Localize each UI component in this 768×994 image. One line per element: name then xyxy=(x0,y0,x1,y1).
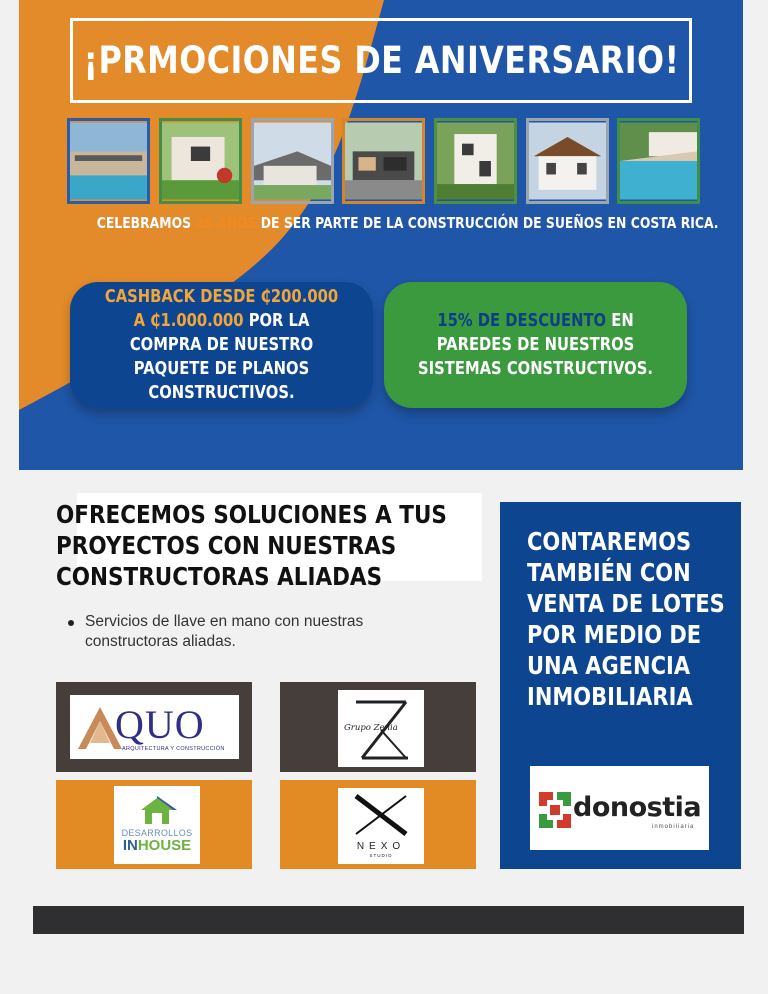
footer-bar xyxy=(33,906,744,934)
discount-highlight: 15% DE DESCUENTO xyxy=(437,310,607,332)
house-photo xyxy=(617,118,700,204)
list-item xyxy=(68,612,448,652)
house-photo xyxy=(434,118,517,204)
cashback-text: POR LA COMPRA DE NUESTRO PAQUETE DE PLANOS CONSTRUCTIVOS. xyxy=(129,310,314,403)
house-photo xyxy=(159,118,242,204)
section-heading-text: OFRECEMOS SOLUCIONES A TUS PROYECTOS CON NUESTRAS CONSTRUCTORAS ALIADAS xyxy=(56,500,447,591)
tagline-highlight: 26 AÑOS xyxy=(195,214,257,232)
nexo-subtitle: STUDIO xyxy=(369,853,393,858)
partner-tile-zenia xyxy=(280,682,476,772)
donostia-name: donostia xyxy=(573,792,702,823)
partner-tile-inhouse xyxy=(56,780,252,869)
donostia-logo xyxy=(530,766,709,850)
nexo-mark-icon xyxy=(352,792,410,838)
zenia-logo xyxy=(338,690,424,767)
lots-panel xyxy=(500,502,741,869)
inhouse-bottom-b: HOUSE xyxy=(137,837,192,854)
service-list xyxy=(68,612,448,652)
nexo-name: NEXO xyxy=(356,841,406,852)
house-photo xyxy=(342,118,425,204)
house-photo xyxy=(251,118,334,204)
page-title: ¡PRMOCIONES DE ANIVERSARIO! xyxy=(83,39,679,82)
discount-text: EN PAREDES DE NUESTROS SISTEMAS CONSTRUCTIVOS. xyxy=(418,310,653,379)
donostia-mark-icon xyxy=(539,792,571,828)
house-icon xyxy=(137,796,177,826)
lots-text xyxy=(527,526,767,712)
house-photo xyxy=(526,118,609,204)
nexo-logo xyxy=(338,788,424,864)
bullet-icon xyxy=(68,620,74,626)
tagline-text: CELEBRAMOS xyxy=(96,214,196,232)
anniversary-tagline xyxy=(19,214,743,232)
discount-promo xyxy=(384,282,687,408)
tagline-text-end: DE SER PARTE DE LA CONSTRUCCIÓN DE SUEÑOS EN COSTA RICA. xyxy=(256,214,719,232)
list-item-text: Servicios de llave en mano con nuestras constructoras aliadas. xyxy=(85,613,364,650)
cashback-promo xyxy=(70,282,373,408)
inhouse-logo xyxy=(114,786,200,864)
inhouse-top: DESARROLLOS xyxy=(121,828,193,838)
quo-subtitle: ARQUITECTURA Y CONSTRUCCIÓN xyxy=(122,746,225,752)
donostia-subtitle: inmobiliaria xyxy=(652,824,695,830)
section-heading xyxy=(56,499,486,592)
quo-name: QUO xyxy=(115,702,205,747)
partner-tile-quo xyxy=(56,682,252,772)
inhouse-bottom xyxy=(123,838,191,854)
partner-tile-nexo xyxy=(280,780,476,869)
house-photo-strip xyxy=(67,118,697,204)
inhouse-bottom-a: IN xyxy=(122,837,138,854)
quo-logo xyxy=(70,695,239,759)
zenia-name: Grupo Zenia xyxy=(344,723,398,733)
title-frame xyxy=(70,18,692,103)
promo-banner xyxy=(19,0,743,470)
house-photo xyxy=(67,118,150,204)
cashback-highlight: CASHBACK DESDE ₵200.000 A ₵1.000.000 xyxy=(104,286,339,332)
lots-text-content: CONTAREMOS TAMBIÉN CON VENTA DE LOTES POR MEDIO DE UNA AGENCIA INMOBILIARIA xyxy=(527,527,725,711)
